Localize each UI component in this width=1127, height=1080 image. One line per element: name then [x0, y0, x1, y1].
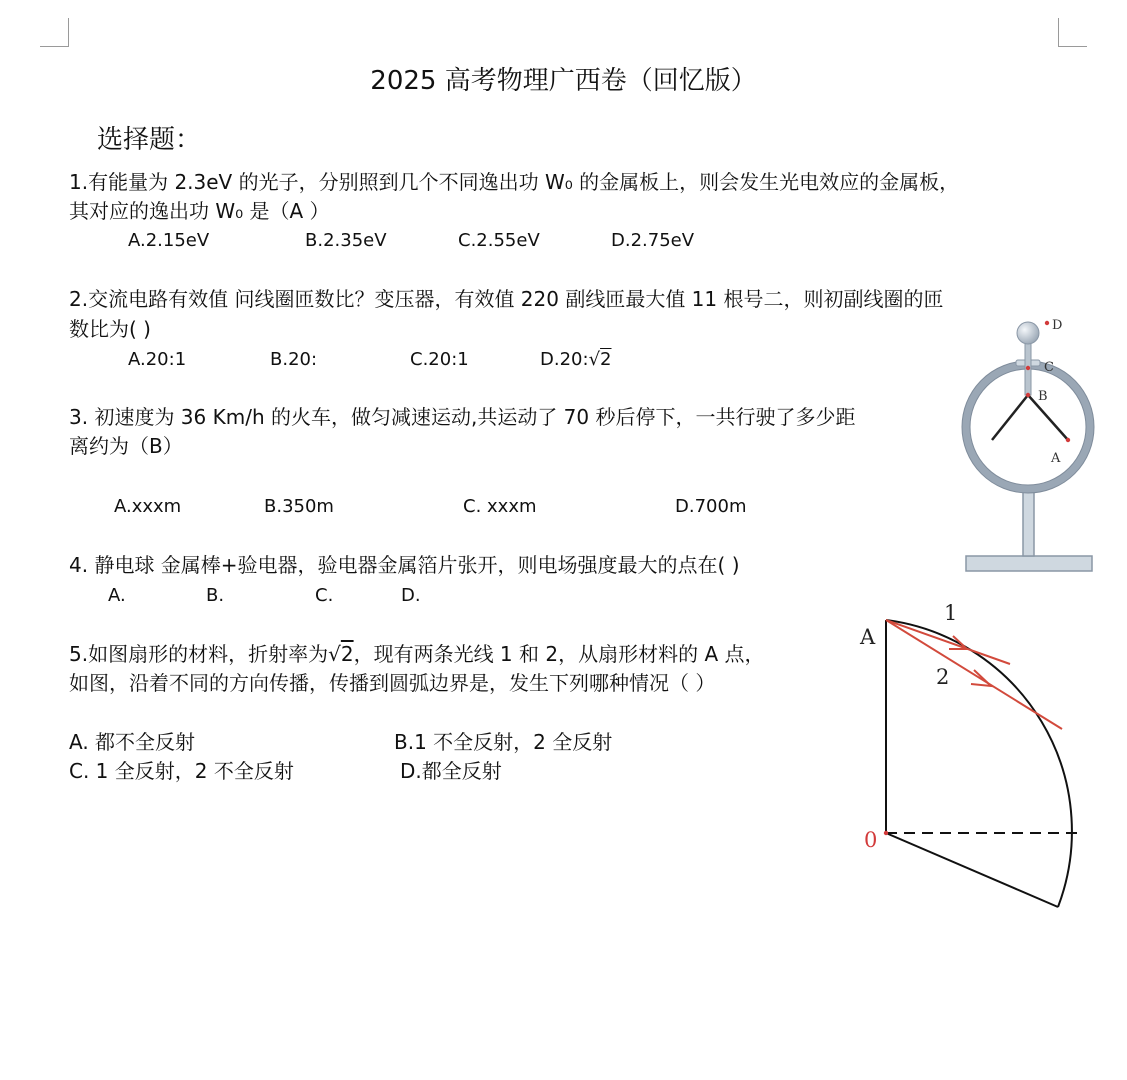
question-4-option-b: B.: [206, 585, 225, 606]
question-5-line-2: 如图，沿着不同的方向传播，传播到圆弧边界是，发生下列哪种情况（ ）: [69, 671, 716, 695]
question-1-option-a: A.2.15eV: [128, 230, 210, 251]
page-title: 2025 高考物理广西卷（回忆版）: [370, 66, 757, 96]
point-b-marker: [1026, 393, 1030, 397]
point-c-marker: [1026, 366, 1030, 370]
electroscope-pillar: [1023, 490, 1034, 556]
question-2-option-d: [540, 349, 612, 370]
point-c-label: C: [1044, 360, 1054, 375]
point-o-marker: [884, 831, 888, 835]
ray-2-label: 2: [936, 665, 950, 689]
sector-figure: [855, 595, 1095, 915]
question-1-option-c: C.2.55eV: [458, 230, 540, 251]
point-a-marker: [1066, 438, 1070, 442]
question-5-option-a: A. 都不全反射: [69, 730, 196, 754]
electroscope-figure: [955, 310, 1100, 580]
question-4-option-d: D.: [401, 585, 421, 606]
question-2-option-a: A.20:1: [128, 349, 187, 370]
question-1-line-1: 1.有能量为 2.3eV 的光子，分别照到几个不同逸出功 W₀ 的金属板上，则会发生光电效应的金属板，: [69, 170, 960, 194]
question-3-option-a: A.xxxm: [114, 496, 182, 517]
ray-2: [886, 620, 1062, 729]
question-3-line-1: 3. 初速度为 36 Km/h 的火车，做匀减速运动,共运动了 70 秒后停下，一共行驶了多少距: [69, 405, 856, 429]
question-2-option-d-label: D.20:: [540, 349, 589, 370]
question-1-line-2: 其对应的逸出功 W₀ 是（A ）: [69, 199, 330, 223]
corner-mark-top-right: [1058, 18, 1087, 47]
electroscope-ball: [1017, 322, 1039, 344]
question-1-option-d: D.2.75eV: [611, 230, 695, 251]
question-2-line-2: 数比为( ): [69, 317, 151, 341]
point-d-marker: [1045, 321, 1049, 325]
question-4-line-1: 4. 静电球 金属棒+验电器，验电器金属箔片张开，则电场强度最大的点在( ): [69, 553, 740, 577]
sqrt-symbol: √: [588, 349, 601, 370]
question-1-option-b: B.2.35eV: [305, 230, 387, 251]
question-4-option-c: C.: [315, 585, 334, 606]
section-heading: 选择题：: [97, 125, 202, 155]
question-3-option-c: C. xxxm: [463, 496, 537, 517]
question-5-line-1-start: 5.如图扇形的材料，折射率为: [69, 642, 329, 666]
sqrt-symbol: √: [328, 642, 341, 666]
question-5-option-b: B.1 不全反射，2 全反射: [394, 730, 613, 754]
sector-lower-edge: [886, 833, 1058, 907]
sqrt-radicand: 2: [600, 349, 612, 370]
point-a-label: A: [860, 625, 876, 649]
question-2-line-1: 2.交流电路有效值 问线圈匝数比？变压器，有效值 220 副线匝最大值 11 根号二，则初副线圈的匝: [69, 287, 944, 311]
point-d-label: D: [1052, 318, 1063, 333]
point-o-label: 0: [864, 828, 878, 852]
point-b-label: B: [1038, 389, 1048, 404]
question-3-option-b: B.350m: [264, 496, 334, 517]
question-5-line-1: [69, 640, 765, 669]
question-5-option-c: C. 1 全反射，2 不全反射: [69, 759, 294, 783]
question-2-option-b: B.20:: [270, 349, 318, 370]
question-2-option-c: C.20:1: [410, 349, 469, 370]
point-a-label: A: [1051, 451, 1061, 466]
question-3-option-d: D.700m: [675, 496, 747, 517]
sector-arc: [886, 620, 1072, 907]
ray-1-label: 1: [944, 601, 958, 625]
question-3-line-2: 离约为（B）: [69, 434, 183, 458]
corner-mark-top-left: [40, 18, 69, 47]
question-5-option-d: D.都全反射: [400, 759, 502, 783]
question-5-line-1-end: ，现有两条光线 1 和 2，从扇形材料的 A 点，: [353, 642, 765, 666]
electroscope-base: [966, 556, 1092, 571]
question-4-option-a: A.: [108, 585, 126, 606]
sqrt-radicand: 2: [340, 642, 354, 666]
